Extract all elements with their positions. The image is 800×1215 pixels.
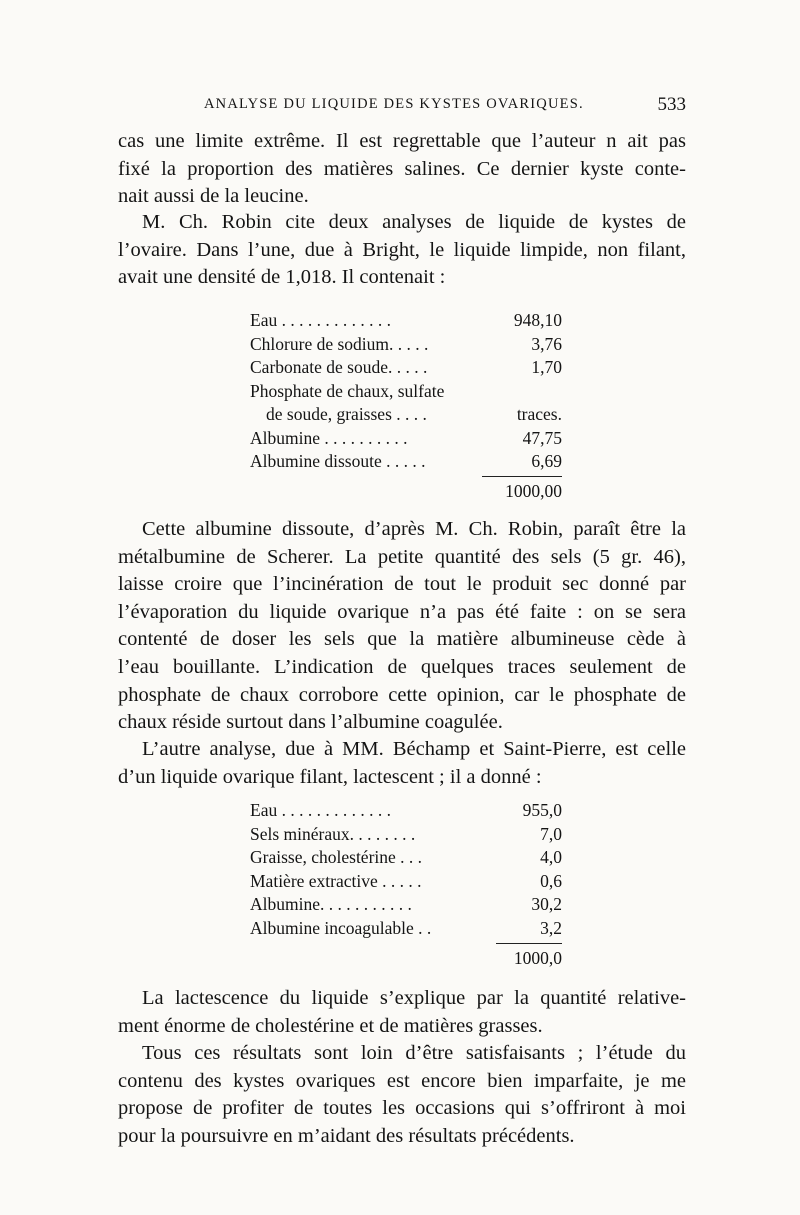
text-line: pour la poursuivre en m’aidant des résultats précédents. [118, 1124, 575, 1147]
table-row [250, 403, 562, 427]
row-value: 47,75 [522, 427, 562, 448]
row-value: 0,6 [540, 870, 562, 891]
text-line: contenu des kystes ovariques est encore bien imparfaite, je me [118, 1069, 686, 1092]
row-label: Eau . . . . . . . . . . . . . [250, 310, 391, 330]
table-row [250, 450, 562, 474]
row-label: de soude, graisses . . . . [266, 404, 427, 424]
row-label: Carbonate de soude. . . . . [250, 357, 428, 377]
row-label: Albumine incoagulable . . [250, 917, 432, 938]
table-row [250, 893, 562, 917]
page-number: 533 [657, 94, 686, 115]
row-label: Eau . . . . . . . . . . . . . [250, 800, 391, 820]
paragraph-3 [118, 516, 686, 737]
text-line: laisse croire que l’incinération de tout le produit sec donné par [118, 573, 686, 596]
total-rule [496, 943, 562, 944]
text-line: contenté de doser les sels que la matière albumineuse cède à [118, 628, 686, 651]
text-line: nait aussi de la leucine. [118, 185, 309, 208]
row-value: 955,0 [522, 800, 562, 820]
text-line: M. Ch. Robin cite deux analyses de liquide de kystes de [142, 211, 686, 233]
row-value: 948,10 [513, 310, 562, 330]
text-line: Tous ces résultats sont loin d’être satisfaisants ; l’étude du [142, 1042, 686, 1064]
text-line: cas une limite extrême. Il est regrettable que l’auteur n ait pas [118, 130, 686, 152]
text-line: fixé la proportion des matières salines. Ce dernier kyste conte- [118, 157, 686, 180]
row-label: Sels minéraux. . . . . . . . [250, 823, 416, 844]
table-row [250, 427, 562, 451]
text-line: l’ovaire. Dans l’une, due à Bright, le liquide limpide, non filant, [118, 238, 686, 261]
table-row [250, 799, 562, 823]
text-line: chaux réside surtout dans l’albumine coagulée. [118, 711, 503, 734]
table-row [250, 333, 562, 357]
table-row [250, 823, 562, 847]
row-label: Graisse, cholestérine . . . [250, 847, 423, 867]
running-head [118, 96, 686, 118]
row-label: Albumine dissoute . . . . . [250, 451, 426, 471]
text-line: métalbumine de Scherer. La petite quantité des sels (5 gr. 46), [118, 545, 686, 568]
row-value: traces. [516, 404, 562, 424]
row-value: 3,2 [540, 917, 562, 938]
table-row [250, 870, 562, 894]
table-total-row [250, 474, 562, 501]
text-line: phosphate de chaux corrobore cette opinion, car le phosphate de [118, 683, 686, 706]
text-line: Cette albumine dissoute, d’après M. Ch. Robin, paraît être la [142, 518, 686, 540]
text-line: l’eau bouillante. L’indication de quelques traces seulement de [118, 655, 686, 678]
row-value: 7,0 [540, 823, 562, 844]
row-value: 30,2 [531, 894, 562, 914]
paragraph-5 [118, 985, 686, 1040]
table-row [250, 380, 562, 404]
table-total: 1000,00 [505, 480, 562, 501]
text-line: L’autre analyse, due à MM. Béchamp et Saint-Pierre, est celle [142, 738, 686, 760]
row-value: 1,70 [531, 357, 562, 377]
analysis-table-bechamp [250, 799, 562, 968]
paragraph-2 [118, 209, 686, 292]
running-title: ANALYSE DU LIQUIDE DES KYSTES OVARIQUES. [204, 96, 584, 112]
row-label: Matière extractive . . . . . [250, 870, 422, 891]
row-value: 3,76 [531, 333, 562, 354]
table-row [250, 356, 562, 380]
table-total-row [250, 940, 562, 968]
row-label: Albumine. . . . . . . . . . . [250, 894, 412, 914]
table-row [250, 309, 562, 333]
table-total: 1000,0 [513, 948, 562, 968]
table-row [250, 917, 562, 941]
text-line: avait une densité de 1,018. Il contenait : [118, 266, 446, 289]
analysis-table-bright [250, 309, 562, 501]
text-line: ment énorme de cholestérine et de matières grasses. [118, 1014, 543, 1037]
text-line: l’évaporation du liquide ovarique n’a pas été faite : on se sera [118, 600, 686, 623]
paragraph-6 [118, 1040, 686, 1150]
row-value: 6,69 [531, 451, 562, 471]
table-row [250, 846, 562, 870]
text-line: La lactescence du liquide s’explique par la quantité relative- [142, 987, 686, 1009]
paragraph-1 [118, 128, 686, 211]
row-value: 4,0 [540, 847, 562, 867]
row-label: Albumine . . . . . . . . . . [250, 427, 408, 448]
paragraph-4 [118, 736, 686, 791]
text-line: d’un liquide ovarique filant, lactescent ; il a donné : [118, 765, 542, 788]
row-label: Phosphate de chaux, sulfate [250, 380, 445, 401]
row-label: Chlorure de sodium. . . . . [250, 333, 429, 354]
text-line: propose de profiter de toutes les occasions qui s’offriront à moi [118, 1097, 686, 1120]
total-rule [482, 476, 562, 477]
